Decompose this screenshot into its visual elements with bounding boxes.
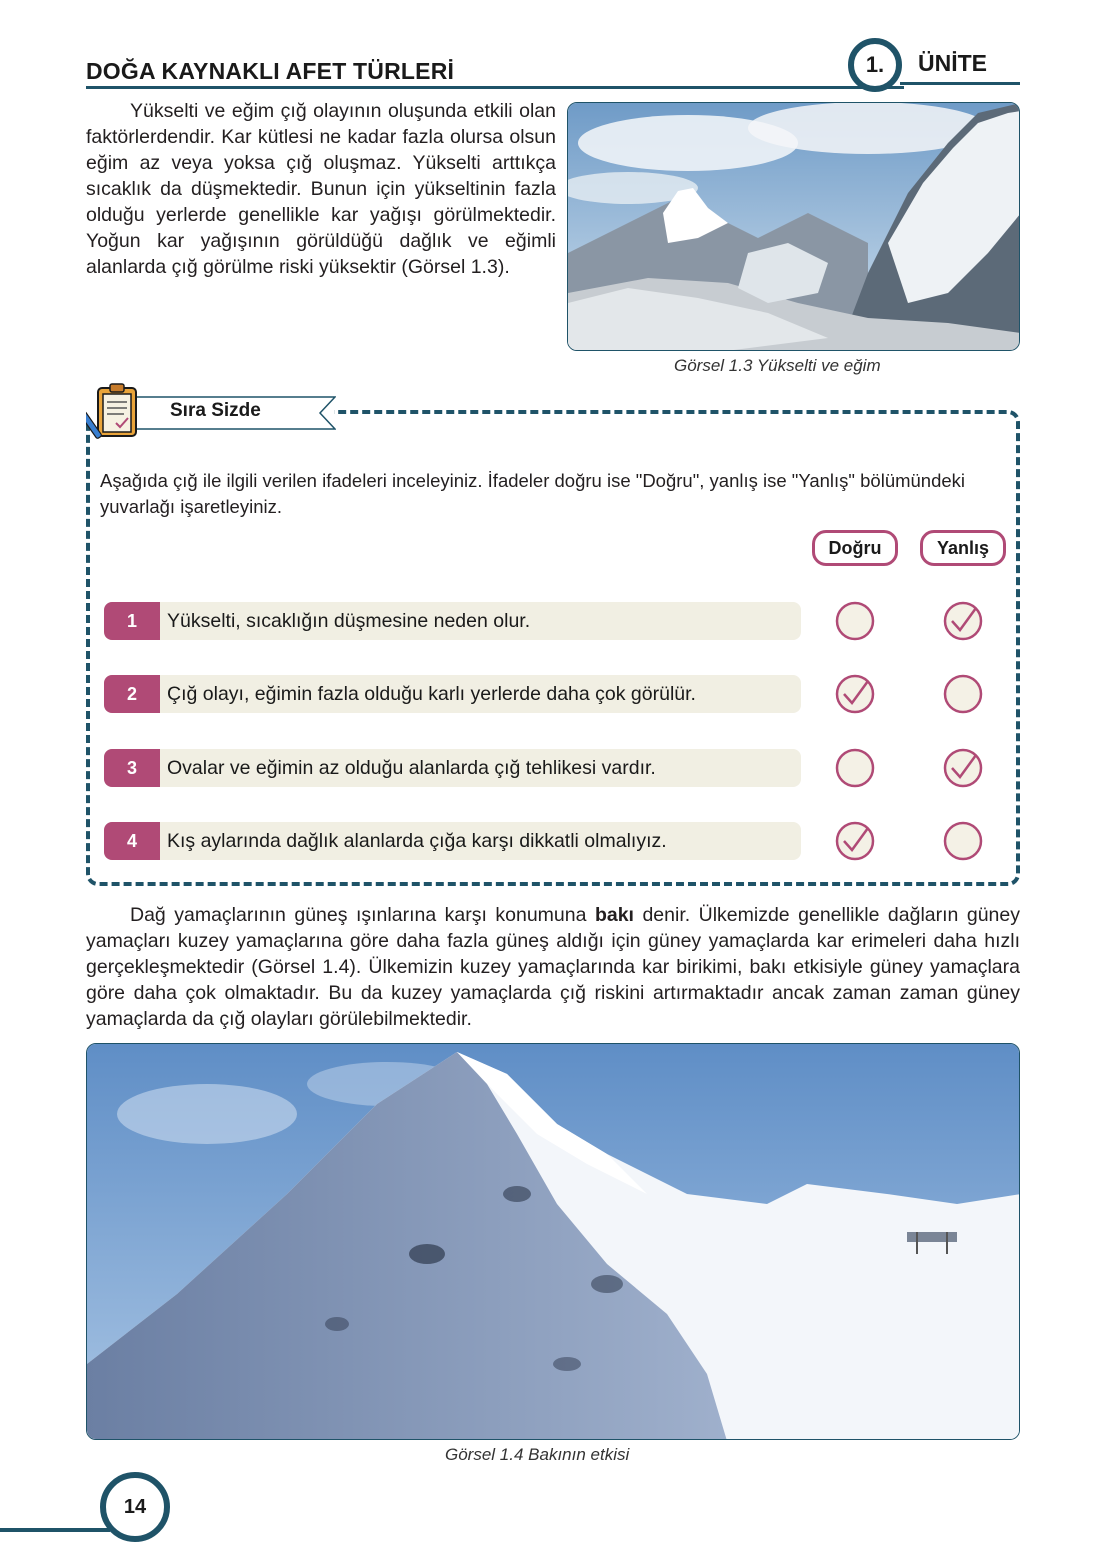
body-paragraph [86,902,1020,1032]
figure-1-3-caption: Görsel 1.3 Yükselti ve eğim [674,356,881,375]
term-baki: bakı [594,904,634,926]
question-text: Yükselti, sıcaklığın düşmesine neden olur. [167,610,531,632]
true-radio-2[interactable] [835,674,875,714]
true-radio-4[interactable] [835,821,875,861]
true-radio-1[interactable] [835,601,875,641]
page-number: 14 [100,1472,170,1542]
body-text-after: denir. Ülkemizde genellikle dağların güney yamaçları kuzey yamaçlarına göre daha fazla güneş aldığı için güney yamaçlarda kar erimeleri daha hızlı gerçekleşmektedir (Görsel 1.4). Ülkemizin kuzey yamaçlarında kar birikimi, bakı etkisiyle güney yamaçlara göre daha çok olmaktadır. Bu da kuzey yamaçlarda çığ riskini artırmaktadır ancak zaman zaman güney yamaçlarda da çığ olayları görülebilmektedir. [86,904,1020,1030]
false-radio-2[interactable] [943,674,983,714]
unit-number-badge: 1. [848,38,902,92]
header-divider [86,86,904,89]
unit-label: ÜNİTE [918,50,987,76]
true-radio-3[interactable] [835,748,875,788]
question-number: 3 [104,749,160,787]
mountain-photo [567,102,1020,351]
page-title: DOĞA KAYNAKLI AFET TÜRLERİ [86,58,455,84]
snowy-peak-photo [86,1043,1020,1440]
false-radio-3[interactable] [943,748,983,788]
activity-instruction: Aşağıda çığ ile ilgili verilen ifadeleri inceleyiniz. İfadeler doğru ise "Doğru", yanlış ise "Yanlış" bölümündeki yuvarlağı işaretleyiniz. [100,470,966,517]
clipboard-icon [86,380,150,444]
question-text: Çığ olayı, eğimin fazla olduğu karlı yerlerde daha çok görülür. [167,683,696,705]
page-number-line [0,1528,110,1532]
false-radio-1[interactable] [943,601,983,641]
question-number: 4 [104,822,160,860]
unit-underline [900,82,1020,85]
question-number: 1 [104,602,160,640]
intro-paragraph: Yükselti ve eğim çığ olayının oluşunda etkili olan faktörlerdendir. Kar kütlesi ne kadar fazla olursa olsun eğim az veya yoksa çığ oluşmaz. Yükselti arttıkça sıcaklık da düşmektedir. Bunun için yükseltinin fazla olduğu yerlerde genellikle kar yağışı görülmektedir. Yoğun kar yağışının görüldüğü dağlık ve eğimli alanlarda çığ görülme riski yüksektir (Görsel 1.3). [86,100,556,278]
question-text: Kış aylarında dağlık alanlarda çığa karşı dikkatli olmalıyız. [167,830,667,852]
question-text: Ovalar ve eğimin az olduğu alanlarda çığ tehlikesi vardır. [167,757,656,779]
column-header-false: Yanlış [920,530,1006,566]
activity-title: Sıra Sizde [170,400,261,421]
false-radio-4[interactable] [943,821,983,861]
body-text-before: Dağ yamaçlarının güneş ışınlarına karşı konumuna [130,904,595,926]
column-header-true: Doğru [812,530,898,566]
figure-1-4-caption: Görsel 1.4 Bakının etkisi [445,1445,630,1464]
question-number: 2 [104,675,160,713]
